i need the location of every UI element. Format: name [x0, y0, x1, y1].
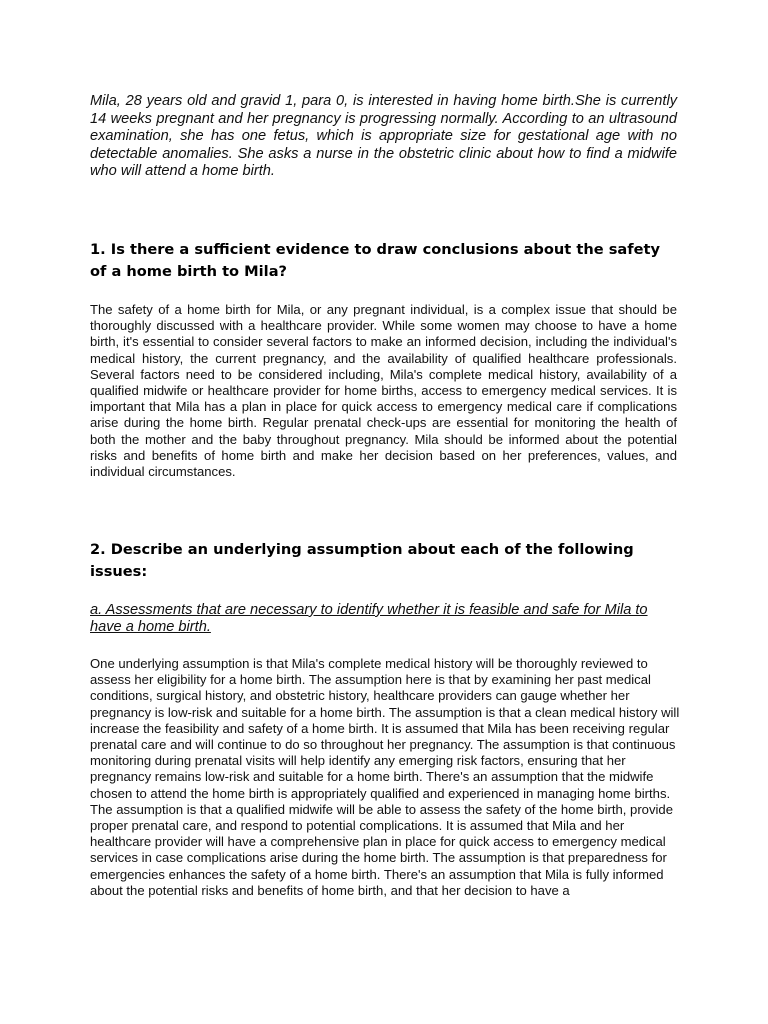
- question-2a-answer: One underlying assumption is that Mila's complete medical history will be thoroughly reviewed to assess her eligibility for a home birth. The assumption here is that by examining her past medical conditions, surgical history, and obstetric history, healthcare providers can gauge whether her pregnancy is low-risk and suitable for a home birth. The assumption is that a clean medical history will increase the feasibility and safety of a home birth. It is assumed that Mila has been receiving regular prenatal care and will continue to do so throughout her pregnancy. The assumption is that continuous monitoring during prenatal visits will help identify any emerging risk factors, ensuring that her pregnancy remains low-risk and suitable for a home birth. There's an assumption that the midwife chosen to attend the home birth is appropriately qualified and experienced in managing home births. The assumption is that a qualified midwife will be able to assess the safety of the home birth, provide proper prenatal care, and respond to potential complications. It is assumed that Mila and her healthcare provider will have a comprehensive plan in place for quick access to emergency medical services in case complications arise during the home birth. The assumption is that preparedness for emergencies enhances the safety of a home birth. There's an assumption that Mila is fully informed about the potential risks and benefits of home birth, and that her decision to have a: [90, 656, 680, 898]
- question-1-heading: 1. Is there a sufficient evidence to draw conclusions about the safety of a home birth to Mila?: [90, 241, 660, 280]
- case-scenario-paragraph: Mila, 28 years old and gravid 1, para 0, is interested in having home birth.She is currently 14 weeks pregnant and her pregnancy is progressing normally. According to an ultrasound examination, she has one fetus, which is appropriate size for gestational age with no detectable anomalies. She asks a nurse in the obstetric clinic about how to find a midwife who will attend a home birth.: [90, 93, 677, 180]
- question-2a-subheading: a. Assessments that are necessary to identify whether it is feasible and safe for Mila to have a home birth.: [90, 602, 648, 636]
- question-2-heading: 2. Describe an underlying assumption about each of the following issues:: [90, 541, 634, 580]
- question-1-answer: The safety of a home birth for Mila, or any pregnant individual, is a complex issue that should be thoroughly discussed with a healthcare provider. While some women may choose to have a home birth, it's essential to consider several factors to make an informed decision, including the individual's medical history, the current pregnancy, and the availability of qualified healthcare professionals. Several factors need to be considered including, Mila's complete medical history, availability of a qualified midwife or healthcare provider for home births, access to emergency medical services. It is important that Mila has a plan in place for quick access to emergency medical care if complications arise during the home birth. Regular prenatal check-ups are essential for monitoring the health of both the mother and the baby throughout pregnancy. Mila should be informed about the potential risks and benefits of home birth and make her decision based on her preferences, values, and individual circumstances.: [90, 302, 677, 480]
